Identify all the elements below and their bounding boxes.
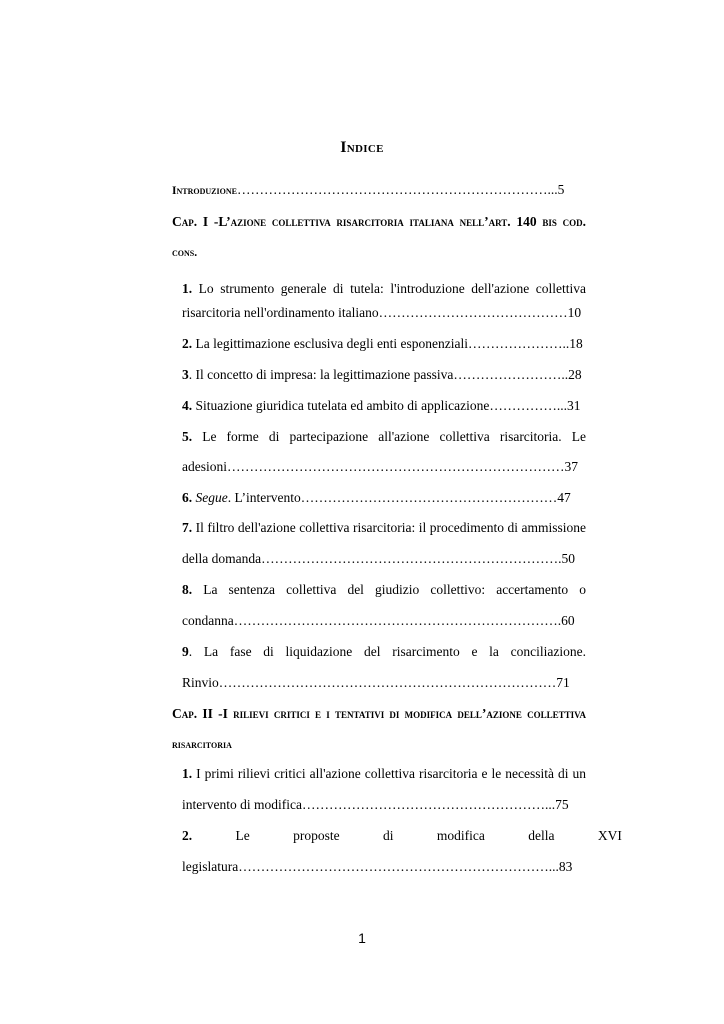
item-text: Il filtro dell'azione collettiva risarcitoria: il procedimento di ammissione <box>192 520 586 535</box>
toc-item-2-1-line2: intervento di modifica………………………………………………...75 <box>182 797 569 812</box>
toc-item-1-6 <box>182 488 571 508</box>
toc-leader: ……………………………………………………………... <box>236 182 558 197</box>
item-text: . Il concetto di impresa: la legittimazione passiva……………………..28 <box>188 367 582 382</box>
item-number: 6. <box>182 490 193 505</box>
toc-entry-label: Introduzione <box>172 185 237 197</box>
item-number: 4. <box>182 398 193 413</box>
item-text: Lo strumento generale di tutela: l'introduzione dell'azione collettiva <box>192 281 586 296</box>
toc-item-1-5-line1 <box>182 427 586 447</box>
toc-item-2-1-line1 <box>182 764 586 784</box>
toc-item-1-9-line1 <box>182 642 586 662</box>
item-italic-text: Segue <box>195 490 228 505</box>
toc-item-1-7-line2: della domanda………………………………………………………….50 <box>182 551 575 566</box>
toc-item-1-1-line1 <box>182 279 586 299</box>
chapter-2-heading-line2: risarcitoria <box>172 739 232 751</box>
item-number: 2. <box>182 336 193 351</box>
item-text: Situazione giuridica tutelata ed ambito di applicazione……………...31 <box>192 398 581 413</box>
toc-page-number: 5 <box>557 182 565 197</box>
item-text: La legittimazione esclusiva degli enti esponenziali…………………..18 <box>192 336 583 351</box>
toc-entry-introduzione <box>172 180 564 201</box>
chapter-1-heading-line2: cons. <box>172 247 198 259</box>
toc-item-1-1-line2: risarcitoria nell'ordinamento italiano……………………………………10 <box>182 305 582 320</box>
item-text: La sentenza collettiva del giudizio collettivo: accertamento o <box>192 582 586 597</box>
page-number: 1 <box>358 930 366 946</box>
item-number: 3 <box>182 367 189 382</box>
toc-item-1-5-line2: adesioni…………………………………………………………………37 <box>182 459 578 474</box>
page-title: Indice <box>340 139 384 156</box>
item-number: 5. <box>182 429 193 444</box>
toc-item-2-2-line1 <box>182 826 622 846</box>
chapter-2-heading-line1: Cap. II -I rilievi critici e i tentativi di modifica dell’azione collettiva <box>172 706 586 721</box>
item-text: . L’intervento…………………………………………………47 <box>227 490 571 505</box>
toc-item-1-8-line2: condanna……………………………………………………………….60 <box>182 613 575 628</box>
toc-item-1-7-line1 <box>182 518 586 538</box>
toc-item-1-2 <box>182 334 583 354</box>
item-text: . La fase di liquidazione del risarcimento e la conciliazione. <box>188 644 586 659</box>
item-number: 1. <box>182 281 193 296</box>
item-text: Le proposte di modifica della XVI <box>192 828 622 843</box>
toc-item-2-2-line2: legislatura……………………………………………………………...83 <box>182 859 573 874</box>
chapter-1-heading-line1: Cap. I -L’azione collettiva risarcitoria italiana nell’art. 140 bis cod. <box>172 214 586 229</box>
item-text: Le forme di partecipazione all'azione collettiva risarcitoria. Le <box>192 429 586 444</box>
item-number: 8. <box>182 582 193 597</box>
item-text: I primi rilievi critici all'azione collettiva risarcitoria e le necessità di un <box>192 766 586 781</box>
item-number: 2. <box>182 828 193 843</box>
item-number: 9 <box>182 644 189 659</box>
item-number: 1. <box>182 766 193 781</box>
toc-item-1-8-line1 <box>182 580 586 600</box>
item-number: 7. <box>182 520 193 535</box>
toc-item-1-4 <box>182 396 581 416</box>
toc-item-1-3 <box>182 365 582 385</box>
toc-item-1-9-line2: Rinvio…………………………………………………………………71 <box>182 675 570 690</box>
